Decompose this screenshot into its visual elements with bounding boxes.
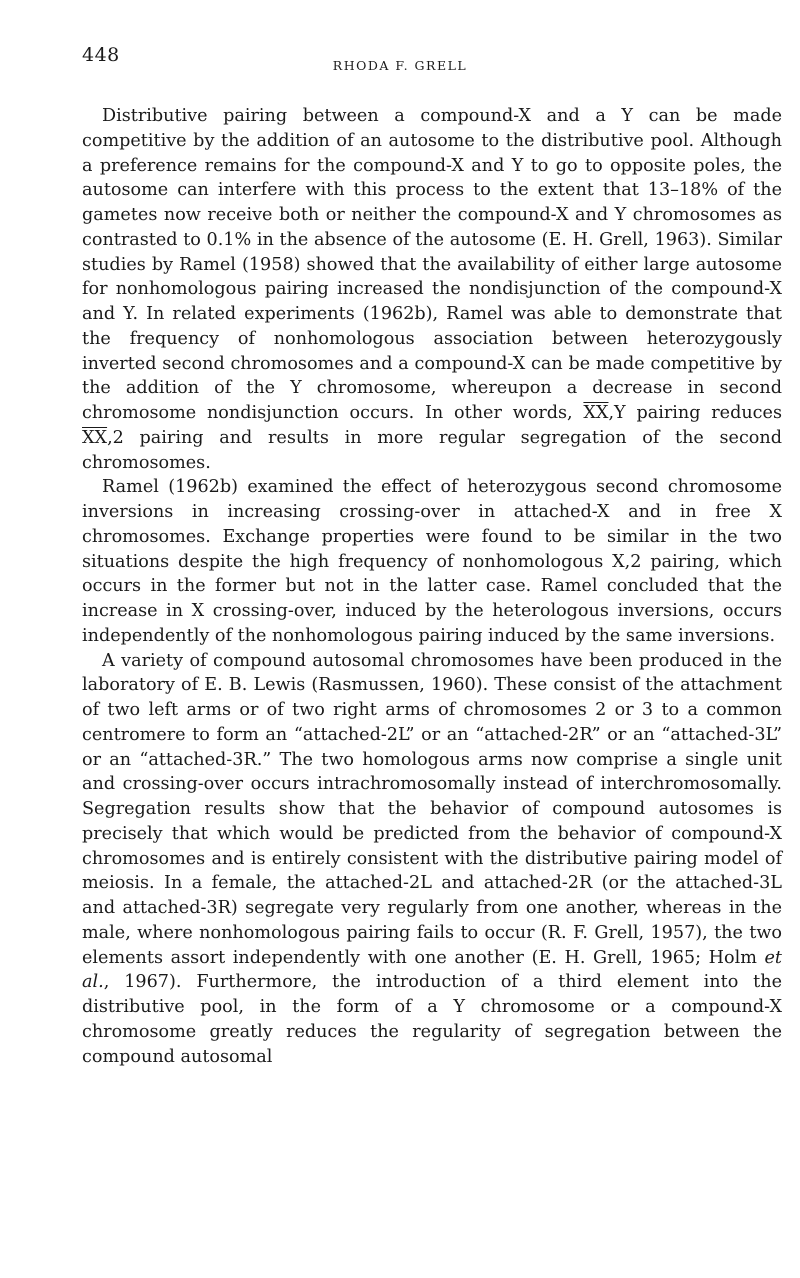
page-header bbox=[0, 44, 800, 84]
paragraph-1-text-a: Distributive pairing between a compound-X and a Y can be made competitive by the addition of an autosome to the distributive pool. Although a preference remains for the compound-X and Y to go to opposite poles, the autosome can interfere with this process to the extent that 13–18% of the gametes now receive both or neither the compound-X and Y chromosomes as contrasted to 0.1% in the absence of the autosome (E. H. Grell, 1963). Similar studies by Ramel (1958) showed that the availability of either large autosome for nonhomologous pairing increased the nondisjunction of the compound-X and Y. In related experiments (1962b), Ramel was able to demonstrate that the frequency of nonhomologous association between heterozygously inverted second chromosomes and a compound-X can be made competitive by the addition of the Y chromosome, whereupon a decrease in second chromosome nondisjunction occurs. In other words, bbox=[82, 106, 782, 423]
page-number: 448 bbox=[82, 44, 120, 66]
overlined-xx-2: $\overline{XX}$ bbox=[82, 427, 108, 448]
paragraph-3-text-b: , 1967). Furthermore, the introduction of a third element into the distributive pool, in the form of a Y chromosome or a compound-X chromosome greatly reduces the regularity of segregation between the compound autosomal bbox=[82, 972, 782, 1067]
paragraph-1 bbox=[82, 104, 782, 475]
body-text bbox=[82, 104, 782, 1069]
overlined-xx-1: $\overline{XX}$ bbox=[583, 403, 609, 423]
paragraph-2: Ramel (1962b) examined the effect of heterozygous second chromosome inversions in increasing crossing-over in attached-X and in free X chromosomes. Exchange properties were found to be similar in the two situations despite the high frequency of nonhomologous X,2 pairing, which occurs in the former but not in the latter case. Ramel concluded that the increase in X crossing-over, induced by the heterologous inversions, occurs independently of the nonhomologous pairing induced by the same inversions. bbox=[82, 477, 782, 646]
paragraph-3-text-a: A variety of compound autosomal chromosomes have been produced in the laboratory of E. B. Lewis (Rasmussen, 1960). These consist of the attachment of two left arms or of two right arms of chromosomes 2 or 3 to a common centromere to form an “attached-2L” or an “attached-2R” or an “attached-3L” or an “attached-3R.” The two homologous arms now comprise a single unit and crossing-over occurs intrachromosomally instead of interchromosomally. Segregation results show that the behavior of compound autosomes is precisely that which would be predicted from the behavior of compound-X chromosomes and is entirely consistent with the distributive pairing model of meiosis. In a female, the attached-2L and attached-2R (or the attached-3L and attached-3R) segregate very regularly from one another, whereas in the male, where nonhomologous pairing fails to occur (R. F. Grell, 1957), the two elements assort independently with one another (E. H. Grell, 1965; Holm bbox=[82, 650, 782, 968]
paragraph-1-text-b: ,Y pairing reduces bbox=[608, 403, 782, 423]
running-head: RHODA F. GRELL bbox=[332, 58, 468, 73]
paragraph-1-text-c: ,2 pairing and results in more regular segregation of the second chromosomes. bbox=[82, 427, 782, 473]
paragraph-3 bbox=[82, 649, 782, 1070]
et-al-italic: et al. bbox=[82, 947, 782, 993]
